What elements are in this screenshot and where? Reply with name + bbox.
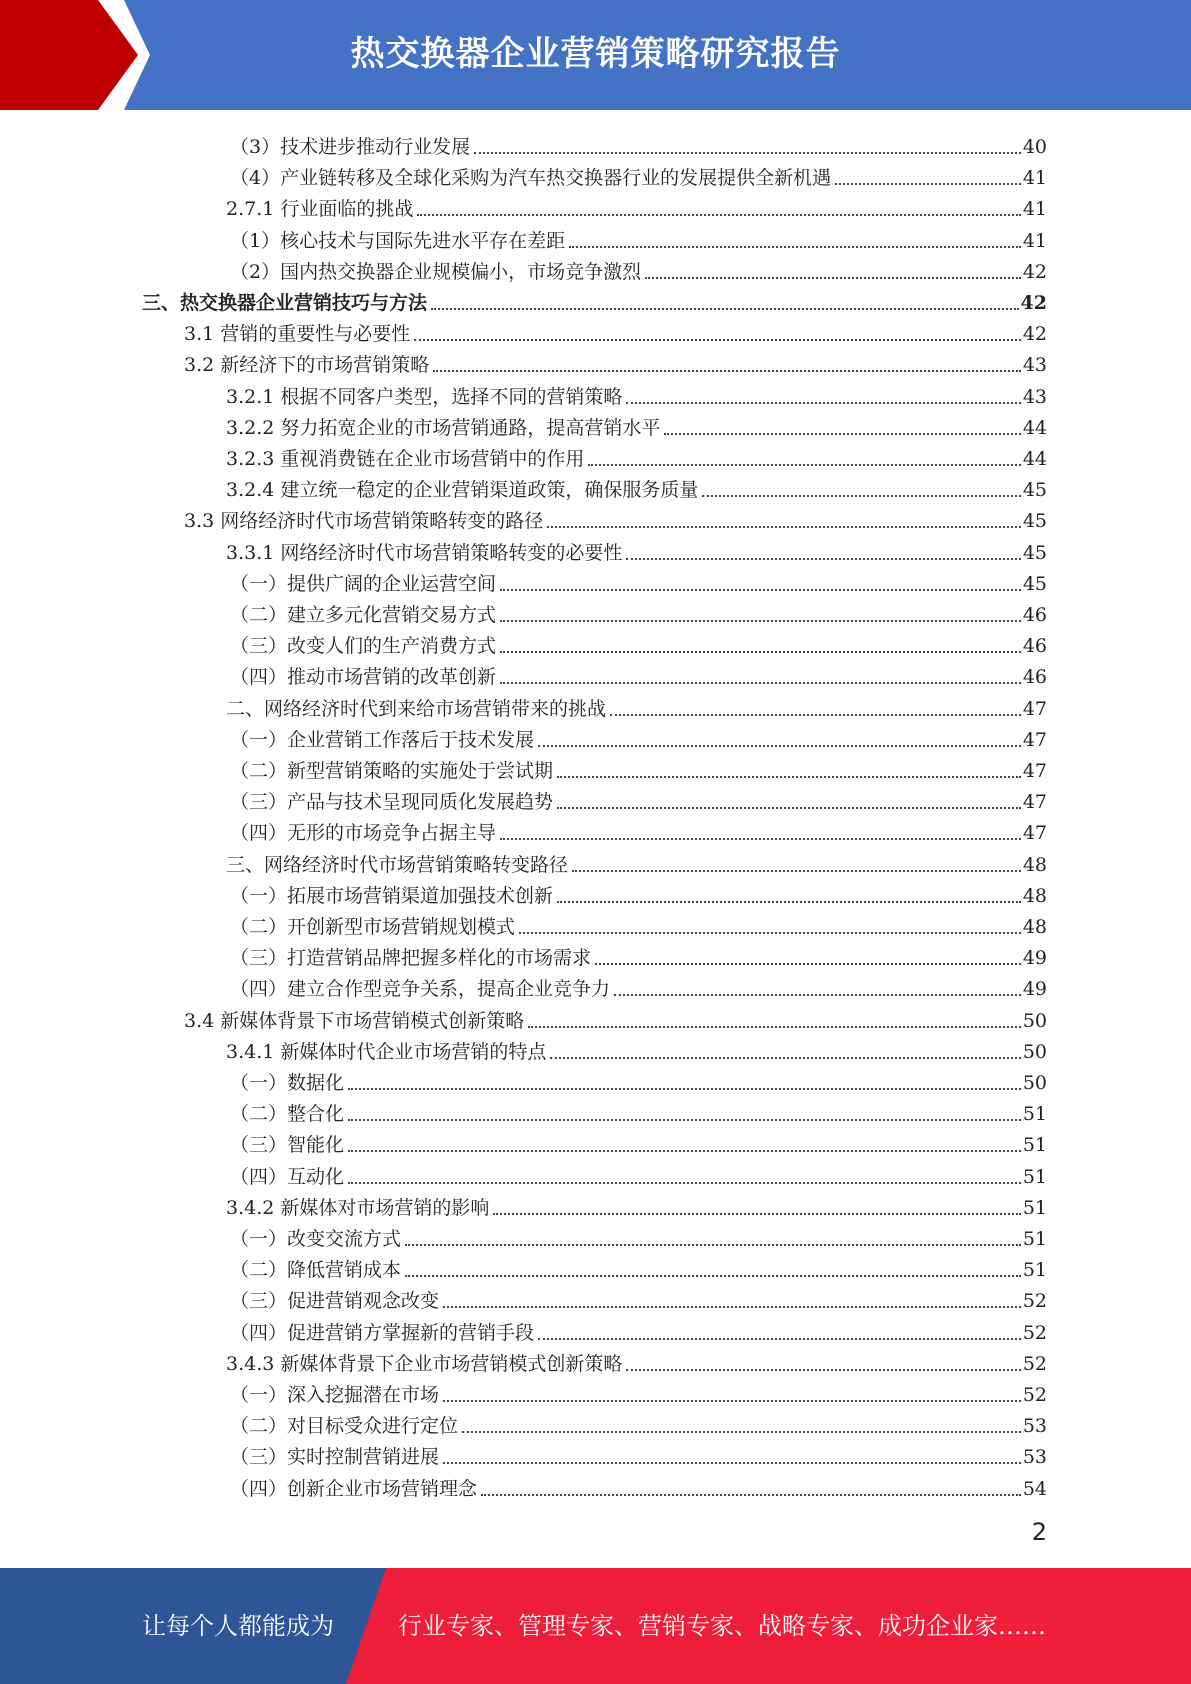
toc-entry-title: 3.2.4 建立统一稳定的企业营销渠道政策，确保服务质量 <box>226 479 699 502</box>
toc-entry-title: （二）整合化 <box>230 1103 345 1126</box>
toc-entry-page: 54 <box>1022 1477 1047 1500</box>
toc-entry-page: 47 <box>1022 728 1047 751</box>
toc-entry[interactable] <box>230 1095 1047 1126</box>
toc-entry[interactable] <box>230 908 1047 939</box>
toc-entry[interactable] <box>230 128 1047 159</box>
toc-entry[interactable] <box>230 1282 1047 1313</box>
report-title: 热交换器企业营销策略研究报告 <box>350 34 841 74</box>
toc-leader-dots <box>528 1026 1021 1028</box>
toc-entry-page: 47 <box>1022 697 1047 720</box>
toc-leader-dots <box>414 339 1021 341</box>
toc-entry-title: （一）改变交流方式 <box>230 1228 402 1250</box>
toc-leader-dots <box>538 1338 1021 1340</box>
toc-leader-dots <box>500 682 1021 684</box>
toc-entry-page: 43 <box>1022 354 1047 377</box>
toc-entry-title: （四）互动化 <box>230 1165 345 1188</box>
toc-entry-title: （二）开创新型市场营销规划模式 <box>230 916 516 938</box>
toc-entry-page: 52 <box>1022 1321 1047 1344</box>
toc-leader-dots <box>474 152 1021 154</box>
toc-entry[interactable] <box>230 627 1047 658</box>
toc-leader-dots <box>348 1150 1021 1152</box>
toc-leader-dots <box>431 308 1019 310</box>
toc-entry[interactable] <box>142 284 1047 315</box>
toc-entry-page: 45 <box>1022 479 1047 502</box>
toc-entry-page: 47 <box>1022 791 1047 814</box>
toc-entry[interactable] <box>226 471 1047 502</box>
toc-leader-dots <box>645 277 1021 279</box>
toc-entry-title: （三）改变人们的生产消费方式 <box>230 635 497 658</box>
toc-leader-dots <box>626 402 1020 404</box>
toc-leader-dots <box>500 589 1021 591</box>
toc-entry-title: 3.3.1 网络经济时代市场营销策略转变的必要性 <box>226 541 623 564</box>
toc-entry[interactable] <box>226 1345 1047 1376</box>
toc-leader-dots <box>557 901 1021 903</box>
toc-entry[interactable] <box>226 409 1047 440</box>
toc-entry-title: 3.2.2 努力拓宽企业的市场营销通路，提高营销水平 <box>226 416 661 439</box>
toc-leader-dots <box>547 526 1021 528</box>
toc-entry-title: （二）建立多元化营销交易方式 <box>230 604 497 626</box>
toc-entry-title: 三、网络经济时代市场营销策略转变路径 <box>226 853 569 876</box>
toc-leader-dots <box>443 1462 1021 1464</box>
toc-entry-title: 3.4.3 新媒体背景下企业市场营销模式创新策略 <box>226 1352 623 1375</box>
toc-entry-page: 48 <box>1022 916 1047 938</box>
toc-entry[interactable] <box>230 877 1047 908</box>
toc-entry-title: （1）核心技术与国际先进水平存在差距 <box>230 229 566 252</box>
toc-entry-title: 3.4 新媒体背景下市场营销模式创新策略 <box>184 1009 525 1032</box>
toc-entry[interactable] <box>230 939 1047 970</box>
toc-entry-title: （四）推动市场营销的改革创新 <box>230 666 497 689</box>
toc-entry[interactable] <box>230 1470 1047 1501</box>
toc-entry[interactable] <box>226 1189 1047 1220</box>
toc-entry[interactable] <box>230 783 1047 814</box>
toc-leader-dots <box>433 370 1021 372</box>
toc-leader-dots <box>557 776 1021 778</box>
toc-entry-title: （4）产业链转移及全球化采购为汽车热交换器行业的发展提供全新机遇 <box>230 167 832 190</box>
toc-entry[interactable] <box>184 1002 1047 1033</box>
toc-entry-page: 52 <box>1022 1384 1047 1406</box>
toc-entry-title: （三）打造营销品牌把握多样化的市场需求 <box>230 947 592 970</box>
toc-leader-dots <box>538 745 1021 747</box>
toc-leader-dots <box>417 214 1020 216</box>
toc-entry[interactable] <box>226 440 1047 471</box>
toc-entry-page: 44 <box>1022 416 1047 439</box>
toc-leader-dots <box>348 1088 1021 1090</box>
toc-leader-dots <box>572 870 1021 872</box>
toc-leader-dots <box>348 1182 1021 1184</box>
toc-entry[interactable] <box>230 970 1047 1001</box>
footer-slogan-right: 行业专家、管理专家、营销专家、战略专家、成功企业家…… <box>398 1612 1046 1640</box>
toc-entry-title: 3.2.3 重视消费链在企业市场营销中的作用 <box>226 448 585 470</box>
toc-entry[interactable] <box>226 190 1047 221</box>
toc-entry-title: 3.2.1 根据不同客户类型，选择不同的营销策略 <box>226 385 623 408</box>
toc-entry[interactable] <box>226 534 1047 565</box>
toc-entry-title: 3.2 新经济下的市场营销策略 <box>184 354 430 377</box>
toc-entry-title: （一）深入挖掘潜在市场 <box>230 1384 440 1406</box>
toc-leader-dots <box>610 714 1021 716</box>
toc-entry-title: 3.4.2 新媒体对市场营销的影响 <box>226 1196 490 1219</box>
toc-entry[interactable] <box>230 253 1047 284</box>
toc-entry-page: 48 <box>1022 853 1047 876</box>
toc-leader-dots <box>405 1275 1021 1277</box>
toc-entry-page: 42 <box>1020 292 1047 314</box>
toc-leader-dots <box>569 246 1021 248</box>
toc-entry-title: 三、热交换器企业营销技巧与方法 <box>142 292 428 314</box>
toc-leader-dots <box>493 1213 1020 1215</box>
toc-entry-page: 51 <box>1022 1259 1047 1282</box>
toc-entry-page: 51 <box>1022 1103 1047 1126</box>
toc-entry-page: 53 <box>1022 1446 1047 1469</box>
toc-entry-title: 3.1 营销的重要性与必要性 <box>184 323 411 346</box>
toc-entry-page: 53 <box>1022 1415 1047 1438</box>
page-footer <box>0 1568 1191 1684</box>
toc-entry[interactable] <box>230 222 1047 253</box>
toc-entry[interactable] <box>226 846 1047 877</box>
toc-entry-page: 47 <box>1022 760 1047 782</box>
toc-entry-title: （三）智能化 <box>230 1134 345 1157</box>
toc-entry[interactable] <box>226 378 1047 409</box>
toc-entry-title: （三）产品与技术呈现同质化发展趋势 <box>230 791 554 814</box>
toc-entry-title: （一）企业营销工作落后于技术发展 <box>230 728 535 751</box>
toc-entry[interactable] <box>226 690 1047 721</box>
toc-entry[interactable] <box>230 1438 1047 1469</box>
toc-entry-page: 49 <box>1022 947 1047 970</box>
toc-entry-page: 42 <box>1022 260 1047 283</box>
toc-leader-dots <box>462 1431 1021 1433</box>
toc-entry-title: （三）实时控制营销进展 <box>230 1446 440 1469</box>
toc-entry-page: 51 <box>1022 1165 1047 1188</box>
toc-entry-title: （三）促进营销观念改变 <box>230 1290 440 1313</box>
toc-entry[interactable] <box>230 1220 1047 1251</box>
toc-leader-dots <box>519 932 1021 934</box>
toc-entry[interactable] <box>230 565 1047 596</box>
toc-leader-dots <box>664 433 1020 435</box>
toc-entry-title: 二、网络经济时代到来给市场营销带来的挑战 <box>226 697 607 720</box>
toc-entry-page: 44 <box>1022 448 1047 470</box>
toc-entry[interactable] <box>230 1126 1047 1157</box>
toc-entry-title: （四）创新企业市场营销理念 <box>230 1477 478 1500</box>
toc-entry[interactable] <box>230 1158 1047 1189</box>
toc-entry[interactable] <box>230 1407 1047 1438</box>
page-number: 2 <box>1031 1518 1047 1546</box>
page-header <box>0 0 1191 110</box>
toc-entry[interactable] <box>230 1251 1047 1282</box>
toc-entry[interactable] <box>184 502 1047 533</box>
toc-entry-page: 43 <box>1022 385 1047 408</box>
toc-entry-title: 3.4.1 新媒体时代企业市场营销的特点 <box>226 1040 547 1063</box>
toc-leader-dots <box>481 1494 1021 1496</box>
toc-entry-page: 45 <box>1022 541 1047 564</box>
toc-entry-title: 3.3 网络经济时代市场营销策略转变的路径 <box>184 510 544 533</box>
toc-leader-dots <box>348 1119 1021 1121</box>
toc-entry-page: 49 <box>1022 978 1047 1001</box>
toc-leader-dots <box>626 1369 1020 1371</box>
toc-entry-title: 2.7.1 行业面临的挑战 <box>226 198 414 221</box>
toc-leader-dots <box>835 183 1021 185</box>
toc-entry-page: 51 <box>1022 1196 1047 1219</box>
toc-entry[interactable] <box>184 315 1047 346</box>
toc-entry[interactable] <box>230 752 1047 783</box>
toc-entry-title: （四）无形的市场竞争占据主导 <box>230 822 497 845</box>
toc-entry-page: 46 <box>1022 635 1047 658</box>
toc-entry[interactable] <box>230 814 1047 845</box>
toc-entry-title: （一）拓展市场营销渠道加强技术创新 <box>230 884 554 907</box>
toc-entry[interactable] <box>230 1376 1047 1407</box>
toc-entry-page: 41 <box>1022 167 1047 190</box>
toc-entry-page: 48 <box>1022 884 1047 907</box>
toc-entry-page: 40 <box>1022 136 1047 158</box>
toc-leader-dots <box>588 464 1020 466</box>
toc-entry[interactable] <box>230 721 1047 752</box>
toc-entry-title: （2）国内热交换器企业规模偏小，市场竞争激烈 <box>230 260 642 283</box>
toc-entry-page: 50 <box>1022 1072 1047 1094</box>
toc-entry-page: 52 <box>1022 1352 1047 1375</box>
toc-leader-dots <box>500 620 1021 622</box>
toc-entry[interactable] <box>230 596 1047 627</box>
toc-entry-page: 52 <box>1022 1290 1047 1313</box>
toc-entry-title: （二）降低营销成本 <box>230 1259 402 1282</box>
toc-entry-title: （二）对目标受众进行定位 <box>230 1415 459 1438</box>
toc-leader-dots <box>595 963 1021 965</box>
toc-entry[interactable] <box>230 1064 1047 1095</box>
toc-leader-dots <box>550 1057 1020 1059</box>
toc-entry-page: 46 <box>1022 666 1047 689</box>
toc-entry-page: 45 <box>1022 572 1047 595</box>
toc-entry-page: 50 <box>1022 1009 1047 1032</box>
toc-entry-page: 51 <box>1022 1228 1047 1250</box>
toc-entry-title: （四）建立合作型竞争关系，提高企业竞争力 <box>230 978 611 1001</box>
toc-entry[interactable] <box>230 159 1047 190</box>
toc-entry-title: （四）促进营销方掌握新的营销手段 <box>230 1321 535 1344</box>
toc-entry[interactable] <box>226 1033 1047 1064</box>
toc-leader-dots <box>443 1306 1021 1308</box>
toc-entry-page: 46 <box>1022 604 1047 626</box>
toc-leader-dots <box>443 1400 1021 1402</box>
toc-leader-dots <box>500 651 1021 653</box>
toc-entry-page: 41 <box>1022 229 1047 252</box>
toc-entry-page: 42 <box>1022 323 1047 346</box>
toc-entry-title: （3）技术进步推动行业发展 <box>230 136 471 158</box>
toc-leader-dots <box>614 994 1021 996</box>
toc-entry[interactable] <box>184 346 1047 377</box>
toc-leader-dots <box>405 1244 1021 1246</box>
toc-entry-page: 41 <box>1022 198 1047 221</box>
toc-entry-title: （一）数据化 <box>230 1072 345 1094</box>
toc-leader-dots <box>557 807 1021 809</box>
toc-entry-title: （二）新型营销策略的实施处于尝试期 <box>230 760 554 782</box>
toc-entry[interactable] <box>230 1314 1047 1345</box>
toc-entry-title: （一）提供广阔的企业运营空间 <box>230 572 497 595</box>
footer-slogan-left: 让每个人都能成为 <box>142 1612 334 1640</box>
toc-entry-page: 50 <box>1022 1040 1047 1063</box>
toc-entry[interactable] <box>230 658 1047 689</box>
toc-leader-dots <box>702 495 1020 497</box>
toc-leader-dots <box>626 558 1020 560</box>
toc-entry-page: 45 <box>1022 510 1047 533</box>
toc-leader-dots <box>500 838 1021 840</box>
toc-entry-page: 51 <box>1022 1134 1047 1157</box>
toc-entry-page: 47 <box>1022 822 1047 845</box>
